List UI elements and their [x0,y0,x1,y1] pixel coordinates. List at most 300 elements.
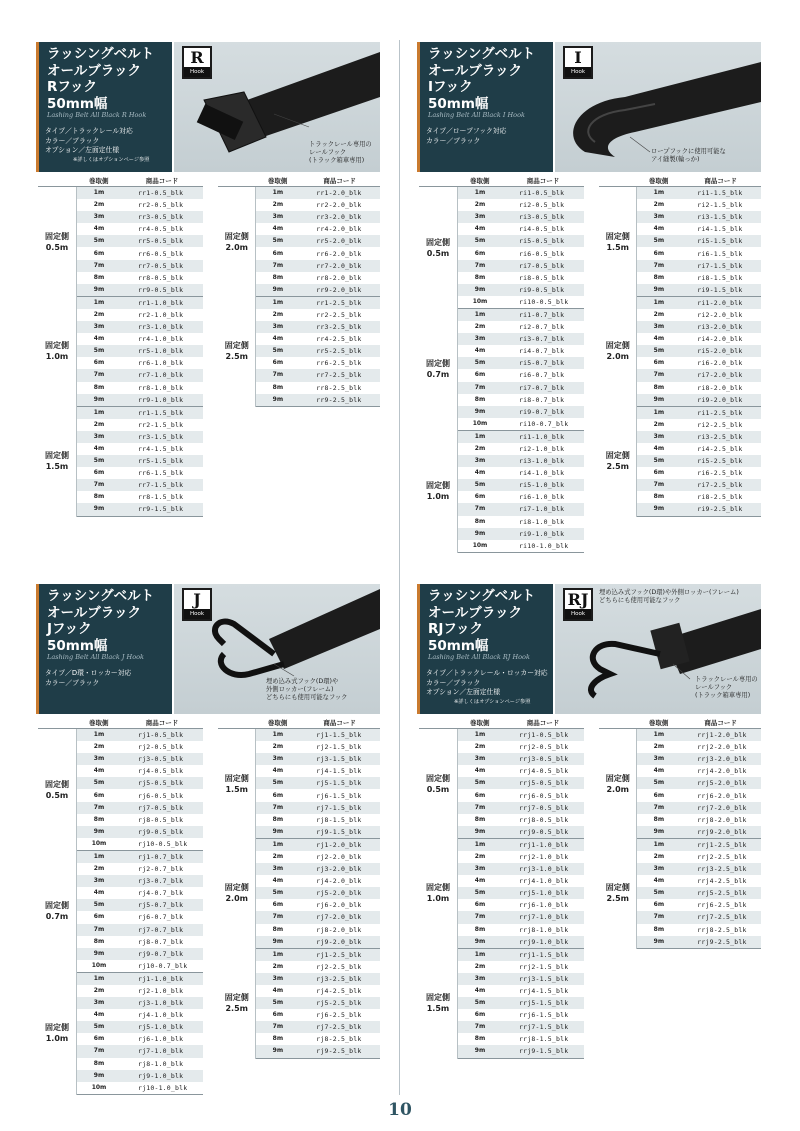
winding-length: 6m [474,791,486,799]
winding-length: 1m [77,187,122,200]
product-code: ri9-2.5_blk [680,503,761,516]
product-code: rj1-0.7_blk [121,850,203,863]
fixed-side-text: 固定側 [45,231,69,241]
spec-line: タイプ／D環・ロッカー対応 [45,669,132,677]
product-code: ri6-2.5_blk [697,469,743,478]
fixed-side-label [218,729,256,839]
table-row [419,308,584,321]
product-code: ri3-2.5_blk [680,431,761,443]
winding-length: 3m [637,753,680,765]
fixed-side-text: 固定側 [605,883,630,893]
winding-length: 5m [77,899,122,911]
header-blank [419,175,458,187]
winding-length: 4m [93,445,105,453]
fixed-side-text: 0.5m [426,784,450,794]
product-code: rr5-1.0_blk [121,345,203,357]
winding-length: 2m [272,743,284,751]
product-code: rj5-0.5_blk [121,777,203,789]
winding-length: 1m [458,948,503,961]
winding-length: 4m [653,335,665,343]
winding-length: 3m [77,211,122,223]
spec-line: タイプ／ロープフック対応 [426,127,507,135]
winding-length: 3m [256,863,299,875]
product-code: rj3-1.5_blk [299,753,380,765]
product-code: rrj2-2.0_blk [697,743,747,752]
fixed-side-text: 2.5m [606,894,629,904]
winding-length: 1m [458,729,503,742]
winding-length: 9m [77,948,122,960]
title-line: 50mm幅 [428,637,489,654]
header-length: 巻取側 [256,175,299,187]
table-row [599,187,761,200]
table-row [218,729,380,742]
winding-length: 4m [272,225,284,233]
section-header [36,42,380,172]
product-title [47,588,154,654]
spec-line: オプション／左面定仕様 [45,146,120,154]
product-code: rrj9-0.5_blk [502,826,584,839]
product-code: ri7-2.5_blk [680,479,761,491]
product-code: rj7-1.5_blk [299,802,380,814]
title-line: 50mm幅 [428,95,489,112]
winding-length: 5m [256,235,299,247]
winding-length: 6m [653,249,665,257]
winding-length: 8m [653,815,665,823]
table-row [599,729,761,742]
product-code: ri2-1.0_blk [519,445,565,454]
spec-line: オプション／左面定仕様 [426,688,501,696]
product-code: rj2-0.7_blk [138,865,184,874]
title-line: 50mm幅 [47,95,108,112]
product-code: rj6-1.0_blk [138,1035,184,1044]
spec-line: タイプ／トラックレール・ロッカー対応 [426,669,548,677]
header-code: 商品コード [680,175,761,187]
fixed-side-text: 固定側 [426,359,450,369]
winding-length: 2m [474,445,486,453]
table-row [599,838,761,851]
product-photo [555,42,761,172]
fixed-side-text: 2.0m [606,352,629,362]
product-code: rrj4-0.5_blk [519,767,569,776]
product-code: rj5-0.7_blk [121,899,203,911]
header-length: 巻取側 [77,175,122,187]
title-block [36,42,172,172]
product-code: rj2-1.5_blk [316,743,362,752]
product-code: rrj5-1.5_blk [502,997,584,1009]
product-code: rrj5-0.5_blk [502,777,584,789]
caption-line: 外側ロッカー(フレーム) [266,686,334,693]
table-row [218,187,380,200]
product-code: ri2-0.7_blk [519,323,565,332]
header-blank [218,175,256,187]
fixed-side-label [38,972,77,1094]
winding-length: 5m [458,235,503,247]
winding-length: 8m [474,517,486,525]
product-code: rj3-1.0_blk [121,997,203,1009]
winding-length: 7m [458,382,503,394]
winding-length: 2m [653,743,665,751]
title-line: オールブラック [428,62,522,79]
product-code: rrj2-1.0_blk [519,852,569,861]
product-code: rr2-1.0_blk [138,310,184,319]
winding-length: 1m [458,187,503,200]
header-code: 商品コード [502,175,584,187]
product-code-table [599,175,761,517]
product-code: rj5-1.5_blk [299,777,380,789]
winding-length: 1m [637,729,680,742]
product-code: rj10-1.0_blk [121,1082,203,1095]
product-photo [174,584,380,714]
product-code: rrj3-1.0_blk [502,863,584,875]
winding-length: 2m [474,852,486,860]
winding-length: 6m [474,901,486,909]
product-code: ri10-0.5_blk [502,296,584,309]
product-title [47,46,154,112]
caption-line: 埋め込み式フック(D環)や [266,678,339,685]
winding-length: 3m [256,973,299,985]
spec-line: カラー／ブラック [45,136,100,145]
product-code: rj4-1.5_blk [316,767,362,776]
fixed-side-label [218,838,256,948]
caption-line: トラックレール専用の [695,676,758,683]
product-code: rj6-2.0_blk [316,901,362,910]
product-code: ri2-1.5_blk [697,201,743,210]
winding-length: 4m [93,1011,105,1019]
product-code: rr6-0.5_blk [138,249,184,258]
product-code: ri9-1.0_blk [502,528,584,540]
product-code: rr1-1.5_blk [121,406,203,419]
table-row [38,850,203,863]
product-code: rrj1-1.5_blk [502,948,584,961]
product-code: rr6-2.5_blk [316,359,362,368]
winding-length: 7m [77,369,122,381]
fixed-side-text: 0.5m [426,248,450,258]
winding-length: 3m [77,431,122,443]
caption-line: アイ縫製(輪っか) [651,156,700,163]
winding-length: 6m [653,469,665,477]
title-line: オールブラック [47,62,141,79]
winding-length: 6m [272,249,284,257]
product-code: rr5-1.5_blk [121,455,203,467]
caption-line: レールフック [309,149,347,156]
product-title [428,588,535,654]
header-code: 商品コード [121,717,203,729]
product-code: rj2-2.0_blk [316,852,362,861]
product-code: rrj6-2.5_blk [697,901,747,910]
fixed-side-label [599,296,637,406]
product-code: rj1-1.5_blk [299,729,380,742]
product-code: rj3-2.5_blk [299,973,380,985]
product-code: ri3-1.0_blk [502,455,584,467]
product-code: rj5-2.5_blk [299,997,380,1009]
fixed-side-label [419,187,458,309]
product-code: ri2-0.5_blk [519,201,565,210]
product-code: rr1-0.5_blk [121,187,203,200]
product-code: rrj9-2.0_blk [680,826,761,839]
fixed-side-text: 2.0m [225,242,248,252]
winding-length: 4m [93,335,105,343]
title-line: ラッシングベルト [428,588,536,604]
winding-length: 4m [474,225,486,233]
product-code: rr8-1.5_blk [138,493,184,502]
badge-letter: I [574,48,582,67]
winding-length: 9m [458,528,503,540]
fixed-side-text: 0.7m [426,370,450,380]
product-code: rj3-0.7_blk [121,875,203,887]
product-subtitle: Lashing Belt All Black J Hook [47,653,144,661]
winding-length: 5m [77,777,122,789]
fixed-side-text: 1.0m [45,1034,69,1044]
product-code: rrj3-0.5_blk [502,753,584,765]
winding-length: 3m [256,211,299,223]
product-code: rr6-2.0_blk [316,249,362,258]
product-code: ri4-2.5_blk [697,445,743,454]
product-code-table [419,175,584,553]
fixed-side-text: 固定側 [45,901,69,911]
product-code: rrj6-1.5_blk [519,1011,569,1020]
table-header-row [38,717,203,729]
fixed-side-text: 0.5m [45,242,69,252]
winding-length: 2m [272,310,284,318]
product-code: rr4-1.5_blk [138,445,184,454]
product-code: rr2-0.5_blk [138,201,184,210]
table-row [38,406,203,419]
table-row [218,838,380,851]
winding-length: 3m [77,997,122,1009]
table-row [419,430,584,443]
product-code: rr5-2.0_blk [299,235,380,247]
winding-length: 2m [93,420,105,428]
photo-caption [266,678,347,702]
product-code: ri6-2.0_blk [697,359,743,368]
winding-length: 9m [458,406,503,418]
product-code: rj8-1.5_blk [316,815,362,824]
product-code: ri5-1.0_blk [502,479,584,491]
winding-length: 7m [256,911,299,923]
winding-length: 8m [93,815,105,823]
fixed-side-label [599,187,637,297]
winding-length: 6m [272,359,284,367]
caption-line: どちらにも使用可能なフック [266,694,348,701]
product-code: rr5-2.5_blk [299,345,380,357]
fixed-side-label [38,406,77,516]
header-blank [599,175,637,187]
winding-length: 6m [272,1011,284,1019]
winding-length: 8m [272,815,284,823]
winding-length: 9m [458,936,503,949]
product-code: ri1-1.0_blk [502,430,584,443]
table-row [419,729,584,742]
product-code: rr9-1.5_blk [121,503,203,516]
product-code: rrj5-1.0_blk [502,887,584,899]
fixed-side-label [38,296,77,406]
winding-length: 1m [458,430,503,443]
table-header-row [599,175,761,187]
product-code: ri6-1.0_blk [519,493,565,502]
product-code: ri1-0.7_blk [502,308,584,321]
fixed-side-text: 固定側 [426,481,450,491]
fixed-side-text: 固定側 [224,883,249,893]
spec-line: カラー／ブラック [426,678,481,687]
fixed-side-text: 1.0m [426,894,450,904]
winding-length: 7m [458,1021,503,1033]
fixed-side-label [599,838,637,948]
header-code: 商品コード [121,175,203,187]
winding-length: 4m [474,987,486,995]
header-blank [38,175,77,187]
product-code: rj8-2.0_blk [316,925,362,934]
product-code: ri4-0.5_blk [519,225,565,234]
winding-length: 5m [458,997,503,1009]
winding-length: 1m [77,406,122,419]
product-code: rj5-2.0_blk [299,887,380,899]
table-header-row [419,175,584,187]
winding-length: 5m [77,455,122,467]
fixed-side-text: 固定側 [426,237,450,247]
spec-note: ※詳しくはオプションページ参照 [73,156,150,163]
product-code: rj7-0.7_blk [121,924,203,936]
fixed-side-text: 2.0m [606,784,629,794]
product-code: rr3-0.5_blk [121,211,203,223]
product-code: rrj6-0.5_blk [519,791,569,800]
badge-letter: J [193,590,201,609]
product-code: rr3-2.0_blk [299,211,380,223]
winding-length: 3m [77,753,122,765]
fixed-side-text: 固定側 [605,231,630,241]
winding-length: 6m [93,791,105,799]
fixed-side-text: 固定側 [224,341,249,351]
product-code: ri7-1.0_blk [502,503,584,515]
header-length: 巻取側 [458,717,503,729]
product-code: rj9-1.0_blk [121,1070,203,1082]
badge-label: Hook [184,67,210,77]
fixed-side-text: 2.5m [606,462,629,472]
winding-length: 1m [637,296,680,309]
product-code: ri8-0.7_blk [519,395,565,404]
winding-length: 1m [77,972,122,985]
hook-badge [182,46,212,79]
title-block [417,42,553,172]
product-code: rj4-0.7_blk [138,889,184,898]
table-row [419,838,584,851]
product-photo [555,584,761,714]
product-code: rrj6-2.0_blk [697,791,747,800]
product-code-table [38,175,203,517]
winding-length: 7m [458,911,503,923]
product-code: rr9-1.0_blk [121,394,203,407]
winding-length: 3m [637,321,680,333]
product-code: ri1-0.5_blk [502,187,584,200]
product-code: rrj3-2.0_blk [680,753,761,765]
winding-length: 3m [637,211,680,223]
section-i-hook [417,42,761,550]
product-code: rr1-2.5_blk [299,296,380,309]
winding-length: 9m [77,503,122,516]
photo-caption [309,141,372,165]
product-code: ri4-1.5_blk [697,225,743,234]
winding-length: 7m [637,479,680,491]
product-code: ri4-2.0_blk [697,335,743,344]
product-photo [174,42,380,172]
winding-length: 1m [256,187,299,200]
winding-length: 5m [256,997,299,1009]
product-code: rj6-1.5_blk [316,791,362,800]
product-code: rr4-2.0_blk [316,225,362,234]
header-code: 商品コード [299,717,380,729]
product-code: ri6-0.7_blk [519,371,565,380]
winding-length: 5m [458,479,503,491]
product-code: ri3-1.5_blk [680,211,761,223]
product-code: rj5-1.0_blk [121,1021,203,1033]
winding-length: 3m [458,455,503,467]
fixed-side-label [599,729,637,839]
winding-length: 8m [93,937,105,945]
product-code: ri7-0.7_blk [502,382,584,394]
header-blank [38,717,77,729]
product-code: rj9-0.7_blk [121,948,203,960]
winding-length: 3m [458,211,503,223]
product-code: rr3-1.0_blk [121,321,203,333]
spec-line: カラー／ブラック [426,136,481,145]
fixed-side-text: 固定側 [426,993,450,1003]
product-code: rj7-1.0_blk [121,1045,203,1057]
product-code: rj1-2.5_blk [299,948,380,961]
product-code: rj9-2.0_blk [299,936,380,949]
product-code: rrj9-2.5_blk [680,936,761,949]
winding-length: 4m [474,347,486,355]
product-code: ri9-2.0_blk [680,394,761,407]
product-code: rr6-1.5_blk [138,469,184,478]
product-code: rr7-1.5_blk [121,479,203,491]
winding-length: 7m [637,802,680,814]
header-code: 商品コード [299,175,380,187]
table-header-row [38,175,203,187]
product-code: rr2-2.5_blk [316,310,362,319]
winding-length: 2m [474,962,486,970]
winding-length: 10m [77,960,122,973]
product-code-table [599,717,761,949]
winding-length: 1m [77,729,122,742]
badge-label: Hook [184,609,210,619]
product-code: ri8-0.5_blk [519,273,565,282]
winding-length: 7m [77,924,122,936]
winding-length: 5m [637,887,680,899]
winding-length: 6m [653,359,665,367]
winding-length: 8m [653,493,665,501]
fixed-side-text: 固定側 [605,773,630,783]
title-line: ラッシングベルト [428,46,536,62]
product-code: ri2-2.5_blk [697,420,743,429]
winding-length: 9m [458,826,503,839]
product-code: rrj8-0.5_blk [519,815,569,824]
fixed-side-label [599,406,637,516]
product-code: ri10-1.0_blk [502,540,584,553]
badge-label: Hook [565,67,591,77]
title-line: Jフック [47,621,92,637]
winding-length: 6m [474,493,486,501]
winding-length: 4m [653,877,665,885]
product-code: rrj4-2.5_blk [697,877,747,886]
winding-length: 4m [272,767,284,775]
product-subtitle: Lashing Belt All Black RJ Hook [428,653,530,661]
winding-length: 9m [77,394,122,407]
product-code: rr9-2.0_blk [299,284,380,297]
header-length: 巻取側 [256,717,299,729]
badge-label: Hook [565,609,591,619]
hook-badge [182,588,212,621]
winding-length: 7m [77,802,122,814]
product-code: rrj4-2.0_blk [697,767,747,776]
